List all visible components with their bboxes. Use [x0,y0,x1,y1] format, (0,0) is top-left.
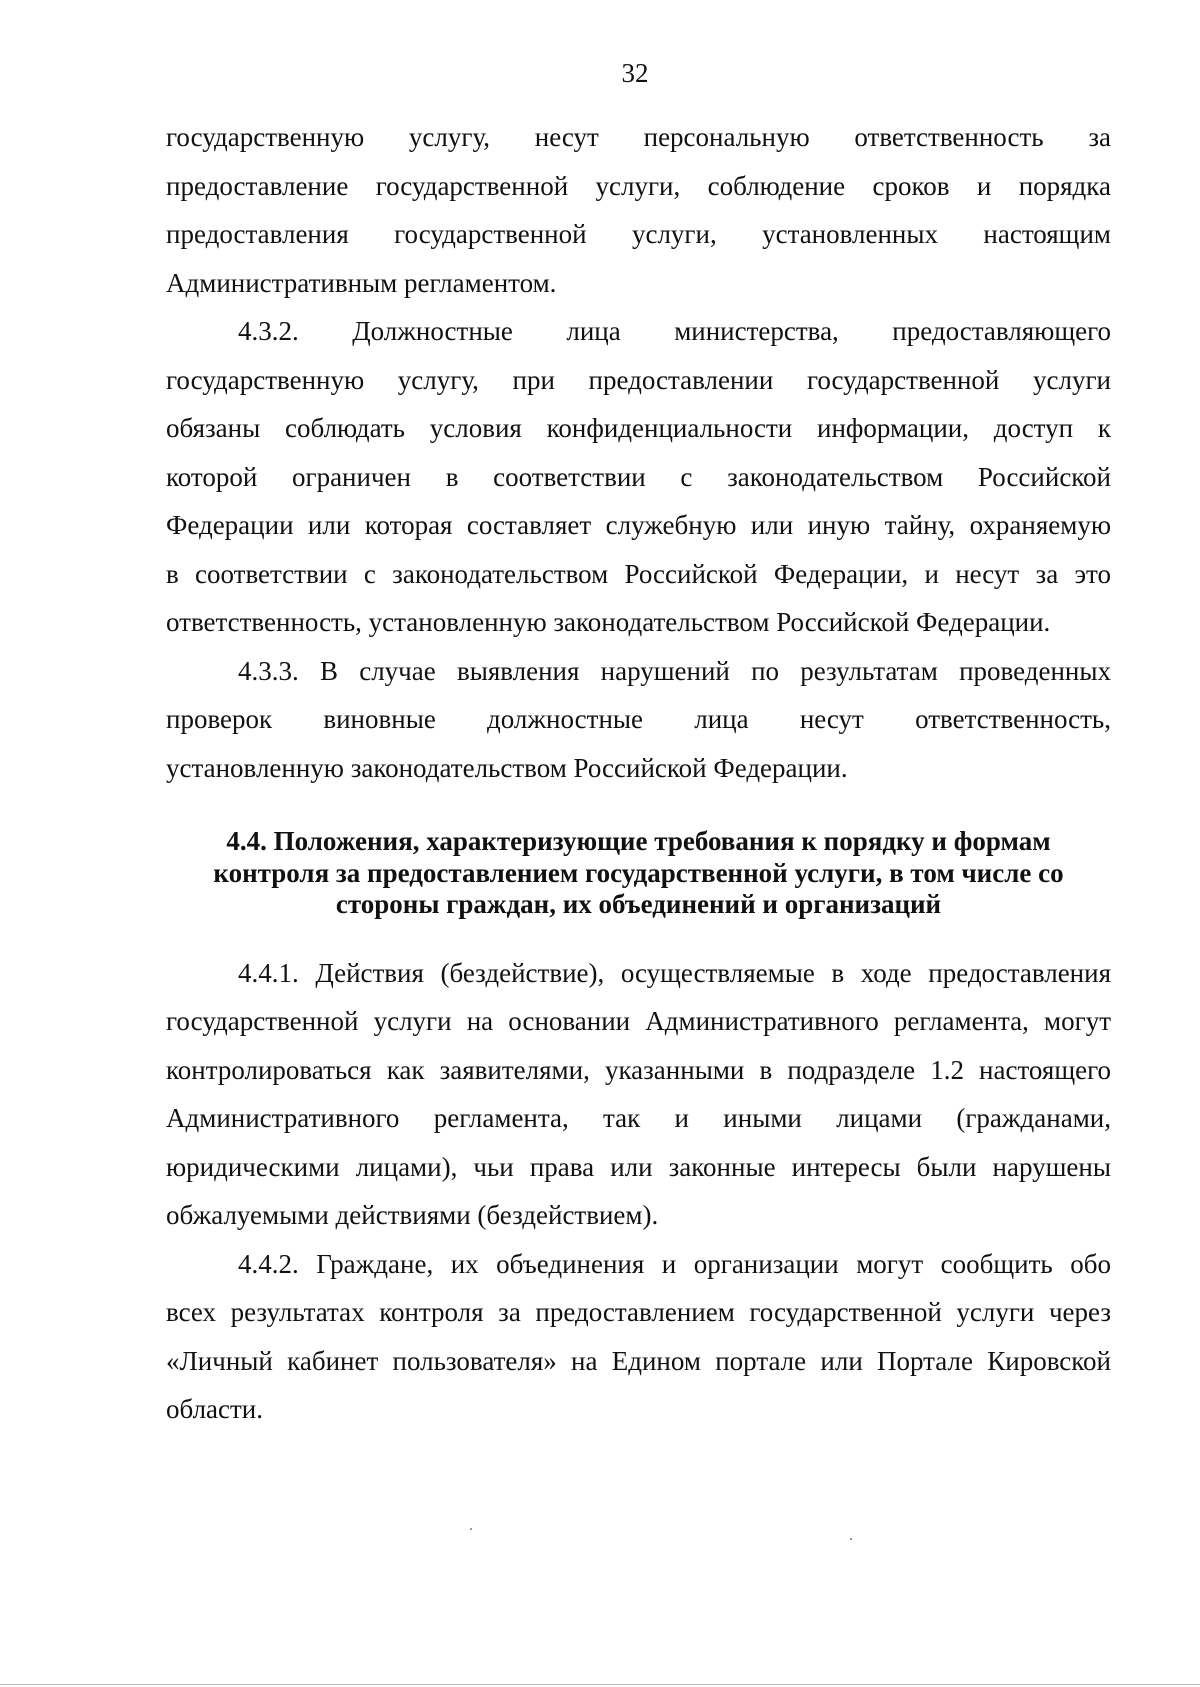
page-bottom-edge [0,1684,1200,1685]
text-line: области. [166,1394,264,1424]
scan-speck [470,1528,472,1530]
text-line: государственную услугу, несут персональную ответственность за [166,122,1111,152]
text-line: контролироваться как заявителями, указанными в подразделе 1.2 настоящего [166,1054,1111,1085]
text-line: Федерации или которая составляет служебную или иную тайну, охраняемую [166,510,1111,540]
text-line: всех результатах контроля за предоставлением государственной услуги через [166,1297,1111,1327]
text-line: в соответствии с законодательством Российской Федерации, и несут за это [166,558,1111,589]
text-line: 4.4.1. Действия (бездействие), осуществляемые в ходе предоставления [238,957,1111,988]
heading-line: контроля за предоставлением государственной услуги, в том числе со [213,857,1064,888]
text-line: предоставления государственной услуги, установленных настоящим [166,219,1111,249]
text-line: государственную услугу, при предоставлении государственной услуги [166,364,1111,395]
text-line: проверок виновные должностные лица несут ответственность, [166,704,1111,734]
text-line: установленную законодательством Российской Федерации. [166,752,848,783]
text-line: Административным регламентом. [166,267,557,298]
scan-speck [850,1538,852,1540]
text-line: обжалуемыми действиями (бездействием). [166,1200,659,1230]
section-heading-4-4 [166,826,1111,921]
page-number: 32 [621,58,649,88]
heading-line: стороны граждан, их объединений и организаций [335,889,942,919]
section-4-4-paragraphs [166,949,1111,1434]
paragraph-4-4-2 [166,1240,1111,1434]
text-line: обязаны соблюдать условия конфиденциальности информации, доступ к [166,413,1111,443]
heading-line: 4.4. Положения, характеризующие требования к порядку и формам [226,826,1051,856]
text-line: Административного регламента, так и иными лицами (гражданами, [166,1103,1111,1133]
text-line: «Личный кабинет пользователя» на Едином портале или Портале Кировской [166,1345,1111,1376]
paragraph-4-3-1-continuation [166,113,1111,307]
paragraph-4-3-2 [166,307,1111,647]
text-line: ответственность, установленную законодательством Российской Федерации. [166,607,1051,637]
text-line: юридическими лицами), чьи права или законные интересы были нарушены [166,1151,1111,1182]
paragraph-4-4-1 [166,949,1111,1240]
paragraph-4-3-3 [166,647,1111,793]
text-line: 4.3.3. В случае выявления нарушений по результатам проведенных [238,655,1111,686]
text-line: которой ограничен в соответствии с законодательством Российской [166,461,1111,492]
text-line: 4.4.2. Граждане, их объединения и организации могут сообщить обо [238,1248,1111,1279]
text-line: государственной услуги на основании Административного регламента, могут [166,1006,1111,1036]
text-line: 4.3.2. Должностные лица министерства, предоставляющего [238,316,1111,346]
document-body [166,113,1111,1434]
text-line: предоставление государственной услуги, соблюдение сроков и порядка [166,170,1111,201]
section-4-3-paragraphs [166,113,1111,792]
